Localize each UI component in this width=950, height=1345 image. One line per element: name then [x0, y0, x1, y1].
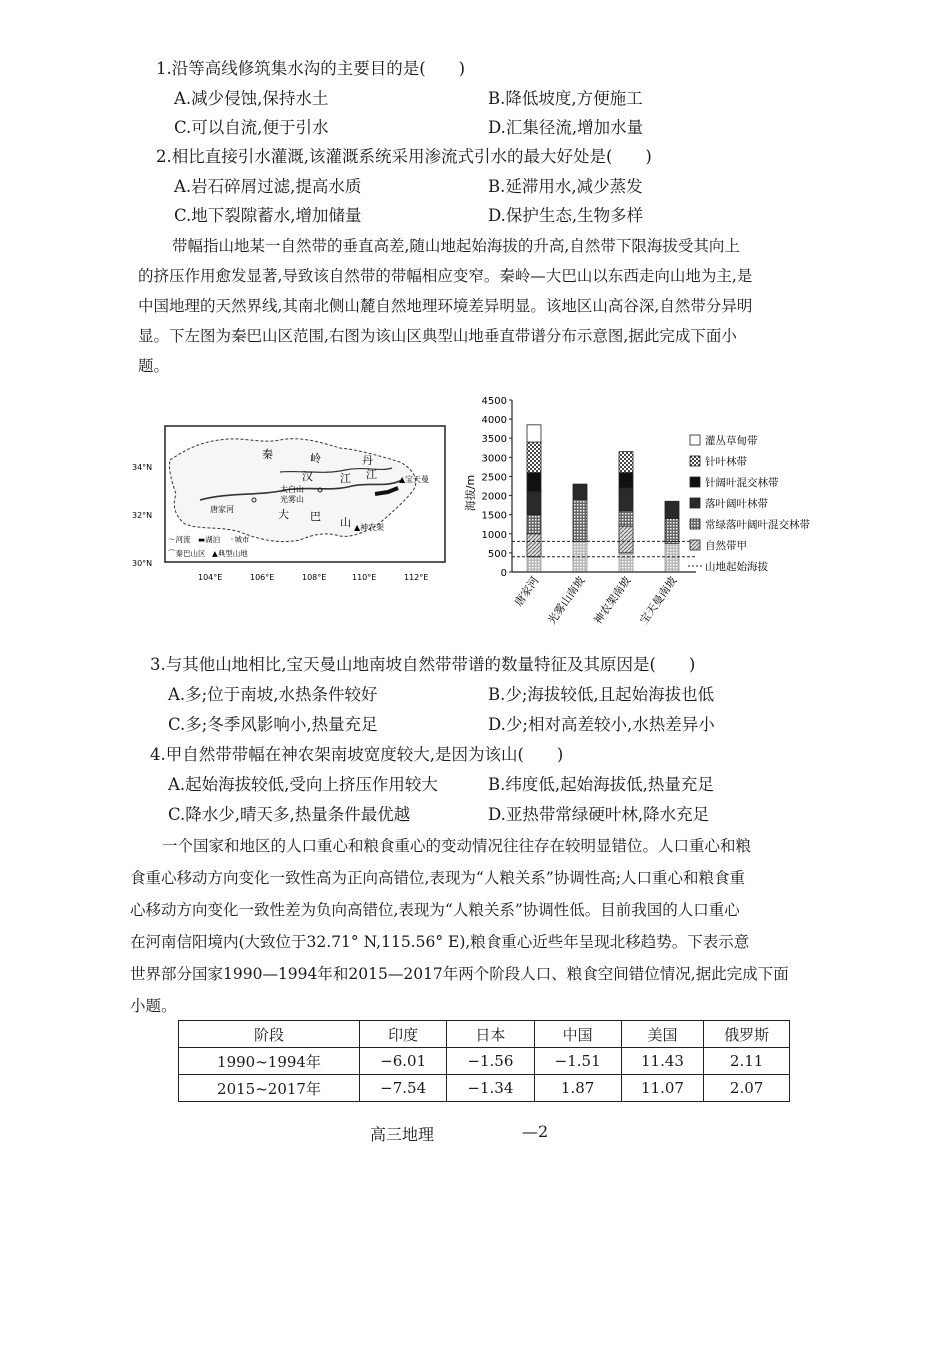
legend-swatch: [690, 540, 700, 550]
q2-option-b: B.延滞用水,减少蒸发: [488, 177, 643, 196]
q1-option-b: B.降低坡度,方便施工: [488, 89, 643, 108]
table-cell: 2015~2017年: [179, 1075, 360, 1102]
table-cell: −1.34: [447, 1075, 534, 1102]
table-header: 日本: [447, 1021, 534, 1048]
legend-river: 〜河流: [168, 535, 191, 544]
bar-segment: [619, 473, 633, 488]
bar-segment: [573, 484, 587, 499]
legend-label: 落叶阔叶林带: [705, 498, 768, 510]
lon-label: 104°E: [198, 573, 223, 582]
table-header: 中国: [534, 1021, 621, 1048]
bar-segment: [527, 515, 541, 534]
table-row: [179, 1075, 790, 1102]
map-char: 丹: [362, 454, 373, 467]
passage-1-line: 显。下左图为秦巴山区范围,右图为该山区典型山地垂直带谱分布示意图,据此完成下面小: [138, 327, 737, 345]
bar-segment: [665, 518, 679, 541]
q3-option-a: A.多;位于南坡,水热条件较好: [168, 685, 378, 704]
legend-swatch: [690, 498, 700, 508]
y-tick-label: 3500: [481, 434, 507, 446]
q4-option-a: A.起始海拔较低,受向上挤压作用较大: [168, 775, 438, 794]
q4-option-d: D.亚热带常绿硬叶林,降水充足: [488, 805, 710, 824]
bar-segment: [619, 511, 633, 526]
table-cell: 11.43: [621, 1048, 703, 1075]
bar-segment: [619, 526, 633, 553]
bar-base: [665, 543, 679, 572]
peak-marker-icon: ▲: [399, 475, 406, 484]
bar-base: [527, 557, 541, 572]
map-char: 汉: [302, 470, 313, 483]
map-char: 大: [278, 508, 289, 521]
legend-label: 针阔叶混交林带: [705, 477, 779, 489]
legend-region: ⌒秦巴山区: [168, 549, 206, 558]
q4-option-c: C.降水少,晴天多,热量条件最优越: [168, 805, 411, 824]
vertical-zone-chart: [460, 378, 850, 660]
map-char: 江: [366, 468, 377, 481]
legend-swatch: [690, 456, 700, 466]
table-cell: −1.56: [447, 1048, 534, 1075]
passage-2-line: 世界部分国家1990—1994年和2015—2017年两个阶段人口、粮食空间错位情况,据此完成下面: [130, 965, 789, 983]
passage-1-line: 中国地理的天然界线,其南北侧山麓自然地理环境差异明显。该地区山高谷深,自然带分异明: [138, 297, 753, 315]
passage-2-line: 小题。: [130, 997, 177, 1015]
legend-lake: ▬湖泊: [198, 535, 221, 544]
category-label: 光雾山南坡: [545, 574, 588, 627]
map-char: 江: [340, 472, 351, 485]
place-label: 唐家河: [210, 505, 234, 514]
bar-segment: [665, 501, 679, 518]
table-cell: −7.54: [360, 1075, 447, 1102]
bar-base: [619, 553, 633, 572]
passage-2-line: 在河南信阳境内(大致位于32.71° N,115.56° E),粮食重心近些年呈现北移趋势。下表示意: [130, 933, 750, 951]
table-cell: 2.07: [704, 1075, 790, 1102]
category-label: 唐家河: [511, 574, 542, 609]
q3-option-b: B.少;海拔较低,且起始海拔也低: [488, 685, 715, 704]
legend-swatch: [690, 519, 700, 529]
passage-1-line: 带幅指山地某一自然带的垂直高差,随山地起始海拔的升高,自然带下限海拔受其向上: [172, 237, 740, 255]
q2-option-a: A.岩石碎屑过滤,提高水质: [174, 177, 362, 196]
peak-marker-icon: ▲: [354, 523, 361, 532]
q1-option-d: D.汇集径流,增加水量: [488, 118, 644, 137]
table-header: 阶段: [179, 1021, 360, 1048]
lat-label: 30°N: [132, 559, 153, 568]
y-tick-label: 1500: [481, 510, 507, 522]
bar-segment: [619, 488, 633, 511]
table-cell: 2.11: [704, 1048, 790, 1075]
lon-label: 112°E: [404, 573, 429, 582]
bar-segment: [527, 442, 541, 473]
map-char: 岭: [310, 452, 321, 465]
table-cell: 1.87: [534, 1075, 621, 1102]
place-label: 太白山: [280, 485, 304, 494]
lat-label: 32°N: [132, 511, 153, 520]
y-tick-label: 500: [487, 548, 507, 560]
bar-segment: [527, 425, 541, 442]
legend-swatch: [690, 435, 700, 445]
table-header: 美国: [621, 1021, 703, 1048]
table-header: 俄罗斯: [704, 1021, 790, 1048]
passage-1-line: 题。: [138, 357, 170, 375]
q2-option-d: D.保护生态,生物多样: [488, 206, 644, 225]
y-axis-label: 海拔/m: [464, 474, 477, 512]
q3-option-d: D.少;相对高差较小,水热差异小: [488, 715, 715, 734]
y-tick-label: 2000: [481, 491, 507, 503]
y-tick-label: 4500: [481, 396, 507, 407]
q1-option-c: C.可以自流,便于引水: [174, 118, 329, 137]
place-label: 宝天曼: [405, 475, 429, 484]
q2-stem: 2.相比直接引水灌溉,该灌溉系统采用渗流式引水的最大好处是( ): [156, 147, 652, 166]
y-tick-label: 1000: [481, 529, 507, 541]
lon-label: 108°E: [302, 573, 327, 582]
place-label: 神农架: [360, 523, 384, 532]
table-cell: 11.07: [621, 1075, 703, 1102]
table-row: [179, 1048, 790, 1075]
legend-label: 山地起始海拔: [705, 561, 768, 573]
mismatch-table: [178, 1020, 790, 1102]
passage-2-line: 心移动方向变化一致性差为负向高错位,表现为“人粮关系”协调性低。目前我国的人口重心: [130, 901, 740, 919]
table-cell: 1990~1994年: [179, 1048, 360, 1075]
category-label: 神农架南坡: [591, 574, 634, 627]
y-tick-label: 3000: [481, 453, 507, 465]
y-tick-label: 0: [500, 568, 507, 579]
footer-subject: 高三地理: [370, 1125, 435, 1144]
q1-option-a: A.减少侵蚀,保持水土: [174, 89, 329, 108]
bar-segment: [527, 492, 541, 515]
legend-label: 常绿落叶阔叶混交林带: [705, 519, 810, 531]
y-tick-label: 2500: [481, 472, 507, 484]
map-char: 秦: [262, 448, 273, 461]
legend-label: 针叶林带: [705, 456, 747, 468]
table-header: 印度: [360, 1021, 447, 1048]
bar-segment: [527, 473, 541, 492]
bar-segment: [527, 534, 541, 557]
bar-segment: [619, 452, 633, 473]
table-cell: −1.51: [534, 1048, 621, 1075]
q2-option-c: C.地下裂隙蓄水,增加储量: [174, 206, 362, 225]
q1-stem: 1.沿等高线修筑集水沟的主要目的是( ): [156, 59, 466, 78]
place-label: 光雾山: [280, 495, 304, 504]
passage-2-line: 食重心移动方向变化一致性高为正向高错位,表现为“人粮关系”协调性高;人口重心和粮食重: [130, 869, 746, 887]
table-cell: −6.01: [360, 1048, 447, 1075]
legend-swatch: [690, 477, 700, 487]
q4-option-b: B.纬度低,起始海拔低,热量充足: [488, 775, 714, 794]
legend-label: 灌丛草甸带: [705, 435, 758, 447]
legend-city: ◦城市: [230, 535, 250, 544]
legend-label: 自然带甲: [705, 540, 747, 552]
footer-page-number: —2: [522, 1122, 549, 1141]
category-label: 宝天曼南坡: [637, 574, 680, 627]
lon-label: 110°E: [352, 573, 377, 582]
passage-1-line: 的挤压作用愈发显著,导致该自然带的带幅相应变窄。秦岭—大巴山以东西走向山地为主,是: [138, 267, 753, 285]
passage-2-line: 一个国家和地区的人口重心和粮食重心的变动情况往往存在较明显错位。人口重心和粮: [162, 837, 752, 855]
q3-option-c: C.多;冬季风影响小,热量充足: [168, 715, 378, 734]
q4-stem: 4.甲自然带带幅在神农架南坡宽度较大,是因为该山( ): [150, 745, 564, 764]
qinba-map: [130, 420, 450, 585]
lat-label: 34°N: [132, 463, 153, 472]
map-char: 山: [340, 516, 351, 529]
table-header-row: [179, 1021, 790, 1048]
bar-segment: [573, 499, 587, 541]
legend-mountain: ▲典型山地: [212, 549, 248, 558]
map-char: 巴: [310, 510, 321, 523]
lon-label: 106°E: [250, 573, 275, 582]
y-tick-label: 4000: [481, 415, 507, 427]
q3-stem: 3.与其他山地相比,宝天曼山地南坡自然带带谱的数量特征及其原因是( ): [150, 655, 696, 674]
